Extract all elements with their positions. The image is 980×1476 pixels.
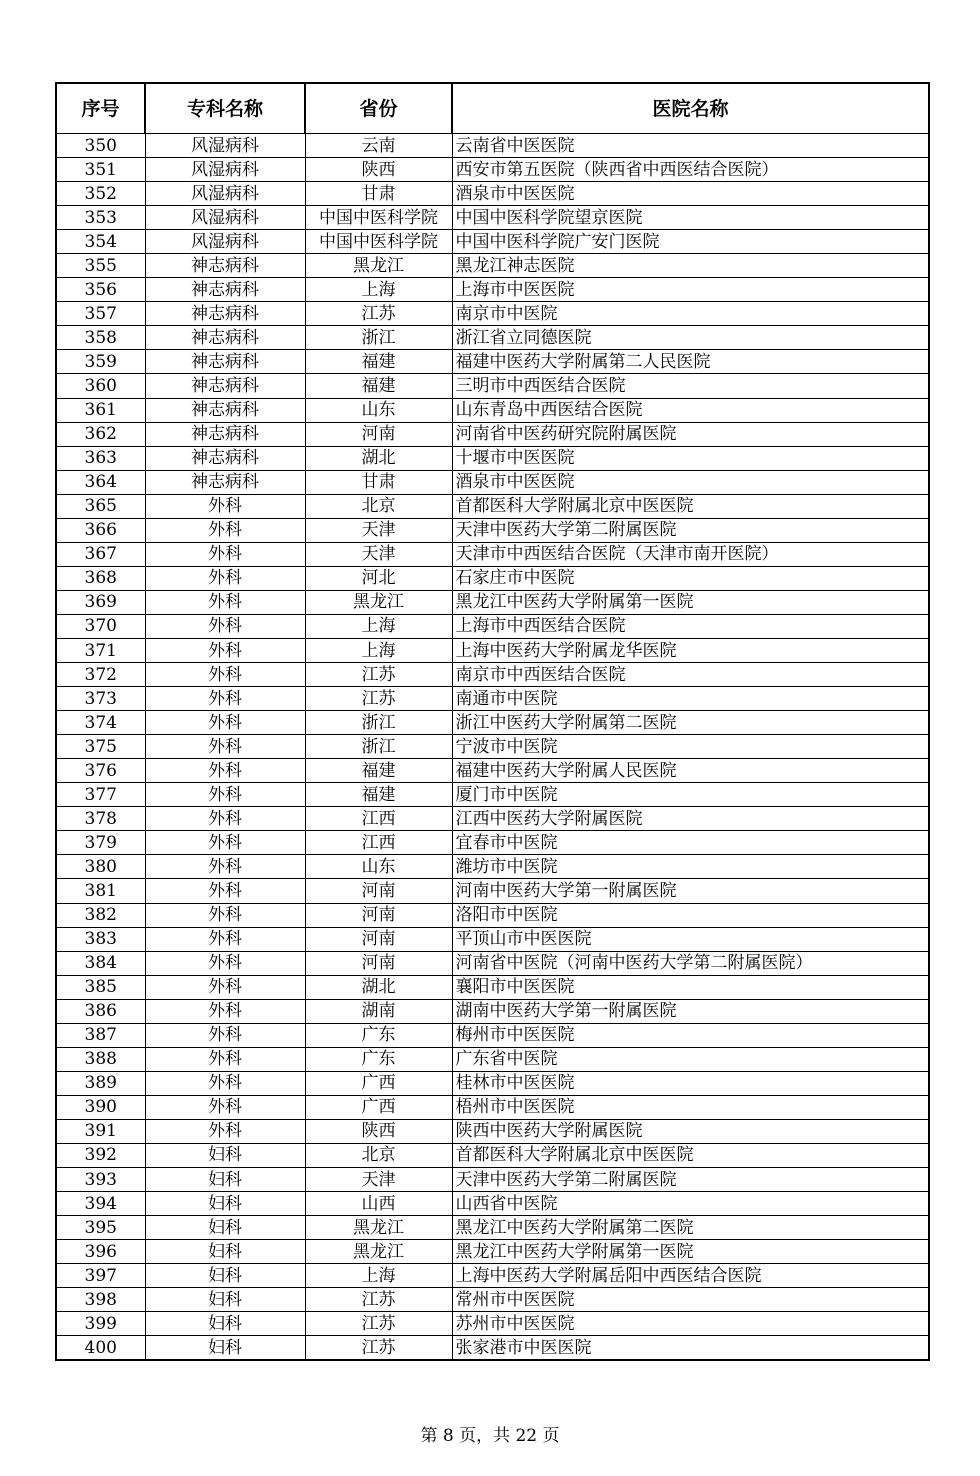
hospital-cell: 河南省中医药研究院附属医院: [452, 422, 929, 446]
specialty-cell: 妇科: [145, 1216, 305, 1240]
table-row: [56, 807, 929, 831]
province-cell: 河北: [305, 566, 452, 590]
seq-cell: 384: [56, 951, 145, 975]
province-cell: 甘肃: [305, 182, 452, 206]
province-cell: 福建: [305, 783, 452, 807]
hospital-cell: 厦门市中医院: [452, 783, 929, 807]
province-cell: 湖北: [305, 975, 452, 999]
header-specialty: 专科名称: [145, 83, 305, 134]
province-cell: 黑龙江: [305, 254, 452, 278]
specialty-cell: 外科: [145, 711, 305, 735]
seq-cell: 379: [56, 831, 145, 855]
specialty-cell: 妇科: [145, 1336, 305, 1361]
table-row: [56, 326, 929, 350]
specialty-cell: 外科: [145, 1071, 305, 1095]
hospital-cell: 湖南中医药大学第一附属医院: [452, 999, 929, 1023]
table-row: [56, 1288, 929, 1312]
seq-cell: 375: [56, 735, 145, 759]
table-row: [56, 999, 929, 1023]
hospital-cell: 南通市中医院: [452, 687, 929, 711]
seq-cell: 392: [56, 1143, 145, 1167]
specialty-cell: 妇科: [145, 1312, 305, 1336]
province-cell: 河南: [305, 879, 452, 903]
hospital-cell: 黑龙江中医药大学附属第一医院: [452, 590, 929, 614]
hospital-cell: 梧州市中医医院: [452, 1095, 929, 1119]
hospital-cell: 天津中医药大学第二附属医院: [452, 518, 929, 542]
province-cell: 中国中医科学院: [305, 206, 452, 230]
page-footer: 第 8 页，共 22 页: [420, 1426, 560, 1446]
province-cell: 浙江: [305, 711, 452, 735]
hospital-cell: 广东省中医院: [452, 1047, 929, 1071]
header-province: 省份: [305, 83, 452, 134]
seq-cell: 382: [56, 903, 145, 927]
table-row: [56, 1336, 929, 1361]
province-cell: 福建: [305, 759, 452, 783]
province-cell: 江苏: [305, 1312, 452, 1336]
province-cell: 浙江: [305, 326, 452, 350]
hospital-cell: 南京市中西医结合医院: [452, 663, 929, 687]
hospital-cell: 张家港市中医医院: [452, 1336, 929, 1361]
hospital-cell: 潍坊市中医院: [452, 855, 929, 879]
table-row: [56, 1240, 929, 1264]
specialty-cell: 外科: [145, 590, 305, 614]
hospital-cell: 常州市中医医院: [452, 1288, 929, 1312]
table-row: [56, 302, 929, 326]
hospital-cell: 山西省中医院: [452, 1192, 929, 1216]
table-row: [56, 1192, 929, 1216]
specialty-cell: 外科: [145, 879, 305, 903]
hospital-cell: 洛阳市中医院: [452, 903, 929, 927]
table-row: [56, 638, 929, 662]
table-row: [56, 182, 929, 206]
seq-cell: 354: [56, 230, 145, 254]
hospital-cell: 黑龙江神志医院: [452, 254, 929, 278]
table-row: [56, 1119, 929, 1143]
hospital-cell: 河南省中医院（河南中医药大学第二附属医院）: [452, 951, 929, 975]
seq-cell: 355: [56, 254, 145, 278]
seq-cell: 381: [56, 879, 145, 903]
seq-cell: 400: [56, 1336, 145, 1361]
province-cell: 湖北: [305, 446, 452, 470]
table-row: [56, 1023, 929, 1047]
specialty-cell: 神志病科: [145, 302, 305, 326]
table-row: [56, 1168, 929, 1192]
table-row: [56, 614, 929, 638]
specialty-cell: 外科: [145, 687, 305, 711]
province-cell: 江西: [305, 831, 452, 855]
seq-cell: 371: [56, 638, 145, 662]
province-cell: 河南: [305, 903, 452, 927]
seq-cell: 393: [56, 1168, 145, 1192]
province-cell: 江苏: [305, 1336, 452, 1361]
province-cell: 黑龙江: [305, 590, 452, 614]
seq-cell: 388: [56, 1047, 145, 1071]
hospital-cell: 江西中医药大学附属医院: [452, 807, 929, 831]
specialty-cell: 外科: [145, 614, 305, 638]
seq-cell: 383: [56, 927, 145, 951]
header-hospital: 医院名称: [452, 83, 929, 134]
province-cell: 上海: [305, 278, 452, 302]
hospital-cell: 云南省中医医院: [452, 134, 929, 158]
seq-cell: 386: [56, 999, 145, 1023]
table-row: [56, 134, 929, 158]
province-cell: 江苏: [305, 1288, 452, 1312]
specialty-cell: 神志病科: [145, 278, 305, 302]
specialty-cell: 外科: [145, 831, 305, 855]
table-row: [56, 711, 929, 735]
hospital-cell: 天津市中西医结合医院（天津市南开医院）: [452, 542, 929, 566]
hospital-cell: 黑龙江中医药大学附属第二医院: [452, 1216, 929, 1240]
seq-cell: 361: [56, 398, 145, 422]
seq-cell: 351: [56, 158, 145, 182]
specialty-cell: 妇科: [145, 1143, 305, 1167]
table-row: [56, 1216, 929, 1240]
table-row: [56, 206, 929, 230]
table-row: [56, 1047, 929, 1071]
table-row: [56, 350, 929, 374]
hospital-cell: 梅州市中医医院: [452, 1023, 929, 1047]
hospital-cell: 福建中医药大学附属人民医院: [452, 759, 929, 783]
province-cell: 陕西: [305, 158, 452, 182]
hospital-cell: 西安市第五医院（陕西省中西医结合医院）: [452, 158, 929, 182]
specialty-cell: 外科: [145, 975, 305, 999]
hospital-cell: 平顶山市中医医院: [452, 927, 929, 951]
specialty-cell: 外科: [145, 1095, 305, 1119]
hospital-cell: 福建中医药大学附属第二人民医院: [452, 350, 929, 374]
table-row: [56, 566, 929, 590]
table-row: [56, 927, 929, 951]
seq-cell: 350: [56, 134, 145, 158]
seq-cell: 387: [56, 1023, 145, 1047]
hospital-cell: 上海中医药大学附属岳阳中西医结合医院: [452, 1264, 929, 1288]
province-cell: 北京: [305, 494, 452, 518]
table-row: [56, 278, 929, 302]
hospital-cell: 苏州市中医医院: [452, 1312, 929, 1336]
seq-cell: 373: [56, 687, 145, 711]
province-cell: 河南: [305, 927, 452, 951]
province-cell: 陕西: [305, 1119, 452, 1143]
table-row: [56, 590, 929, 614]
seq-cell: 378: [56, 807, 145, 831]
seq-cell: 399: [56, 1312, 145, 1336]
hospital-cell: 首都医科大学附属北京中医医院: [452, 1143, 929, 1167]
province-cell: 上海: [305, 614, 452, 638]
specialty-cell: 神志病科: [145, 422, 305, 446]
hospital-cell: 中国中医科学院广安门医院: [452, 230, 929, 254]
province-cell: 上海: [305, 1264, 452, 1288]
specialty-cell: 外科: [145, 1023, 305, 1047]
table-row: [56, 903, 929, 927]
specialty-cell: 外科: [145, 494, 305, 518]
province-cell: 河南: [305, 422, 452, 446]
province-cell: 江苏: [305, 302, 452, 326]
seq-cell: 368: [56, 566, 145, 590]
province-cell: 黑龙江: [305, 1216, 452, 1240]
province-cell: 广西: [305, 1095, 452, 1119]
specialty-cell: 妇科: [145, 1240, 305, 1264]
table-row: [56, 687, 929, 711]
hospital-cell: 酒泉市中医医院: [452, 182, 929, 206]
hospital-cell: 陕西中医药大学附属医院: [452, 1119, 929, 1143]
specialty-cell: 神志病科: [145, 398, 305, 422]
specialty-cell: 外科: [145, 566, 305, 590]
specialty-cell: 风湿病科: [145, 158, 305, 182]
specialty-cell: 神志病科: [145, 326, 305, 350]
seq-cell: 358: [56, 326, 145, 350]
specialty-cell: 神志病科: [145, 350, 305, 374]
table-row: [56, 542, 929, 566]
seq-cell: 391: [56, 1119, 145, 1143]
specialty-cell: 外科: [145, 638, 305, 662]
seq-cell: 389: [56, 1071, 145, 1095]
specialty-cell: 妇科: [145, 1168, 305, 1192]
specialty-cell: 风湿病科: [145, 134, 305, 158]
seq-cell: 397: [56, 1264, 145, 1288]
table-row: [56, 855, 929, 879]
seq-cell: 380: [56, 855, 145, 879]
seq-cell: 385: [56, 975, 145, 999]
seq-cell: 365: [56, 494, 145, 518]
table-row: [56, 783, 929, 807]
seq-cell: 377: [56, 783, 145, 807]
table-row: [56, 230, 929, 254]
province-cell: 广东: [305, 1023, 452, 1047]
table-row: [56, 422, 929, 446]
header-seq: 序号: [56, 83, 145, 134]
table-body: [56, 134, 929, 1361]
seq-cell: 360: [56, 374, 145, 398]
province-cell: 云南: [305, 134, 452, 158]
table-row: [56, 470, 929, 494]
table-row: [56, 1143, 929, 1167]
province-cell: 甘肃: [305, 470, 452, 494]
table-row: [56, 735, 929, 759]
hospital-cell: 浙江省立同德医院: [452, 326, 929, 350]
specialty-cell: 外科: [145, 927, 305, 951]
hospital-cell: 黑龙江中医药大学附属第一医院: [452, 1240, 929, 1264]
table-row: [56, 951, 929, 975]
specialty-cell: 外科: [145, 855, 305, 879]
seq-cell: 363: [56, 446, 145, 470]
province-cell: 河南: [305, 951, 452, 975]
hospital-table: [55, 82, 930, 1361]
table-row: [56, 1095, 929, 1119]
seq-cell: 396: [56, 1240, 145, 1264]
specialty-cell: 风湿病科: [145, 206, 305, 230]
seq-cell: 352: [56, 182, 145, 206]
seq-cell: 357: [56, 302, 145, 326]
province-cell: 中国中医科学院: [305, 230, 452, 254]
table-row: [56, 1264, 929, 1288]
hospital-cell: 酒泉市中医医院: [452, 470, 929, 494]
seq-cell: 376: [56, 759, 145, 783]
province-cell: 上海: [305, 638, 452, 662]
province-cell: 山东: [305, 398, 452, 422]
seq-cell: 366: [56, 518, 145, 542]
hospital-cell: 三明市中西医结合医院: [452, 374, 929, 398]
hospital-cell: 首都医科大学附属北京中医医院: [452, 494, 929, 518]
specialty-cell: 外科: [145, 542, 305, 566]
province-cell: 福建: [305, 374, 452, 398]
specialty-cell: 神志病科: [145, 374, 305, 398]
specialty-cell: 外科: [145, 1047, 305, 1071]
specialty-cell: 外科: [145, 1119, 305, 1143]
hospital-cell: 十堰市中医医院: [452, 446, 929, 470]
specialty-cell: 外科: [145, 951, 305, 975]
specialty-cell: 外科: [145, 663, 305, 687]
table-row: [56, 1071, 929, 1095]
hospital-cell: 上海市中西医结合医院: [452, 614, 929, 638]
hospital-cell: 山东青岛中西医结合医院: [452, 398, 929, 422]
hospital-cell: 宁波市中医院: [452, 735, 929, 759]
table-row: [56, 158, 929, 182]
table-row: [56, 254, 929, 278]
seq-cell: 362: [56, 422, 145, 446]
province-cell: 浙江: [305, 735, 452, 759]
seq-cell: 359: [56, 350, 145, 374]
seq-cell: 372: [56, 663, 145, 687]
hospital-cell: 上海中医药大学附属龙华医院: [452, 638, 929, 662]
specialty-cell: 外科: [145, 735, 305, 759]
seq-cell: 398: [56, 1288, 145, 1312]
seq-cell: 370: [56, 614, 145, 638]
specialty-cell: 外科: [145, 518, 305, 542]
specialty-cell: 外科: [145, 759, 305, 783]
specialty-cell: 外科: [145, 999, 305, 1023]
specialty-cell: 神志病科: [145, 446, 305, 470]
province-cell: 天津: [305, 1168, 452, 1192]
seq-cell: 356: [56, 278, 145, 302]
hospital-cell: 中国中医科学院望京医院: [452, 206, 929, 230]
province-cell: 江苏: [305, 687, 452, 711]
province-cell: 山东: [305, 855, 452, 879]
province-cell: 江西: [305, 807, 452, 831]
table-row: [56, 518, 929, 542]
province-cell: 广西: [305, 1071, 452, 1095]
table-row: [56, 446, 929, 470]
table-row: [56, 374, 929, 398]
table-row: [56, 831, 929, 855]
specialty-cell: 妇科: [145, 1192, 305, 1216]
seq-cell: 374: [56, 711, 145, 735]
specialty-cell: 风湿病科: [145, 182, 305, 206]
table-row: [56, 1312, 929, 1336]
hospital-cell: 天津中医药大学第二附属医院: [452, 1168, 929, 1192]
specialty-cell: 风湿病科: [145, 230, 305, 254]
province-cell: 广东: [305, 1047, 452, 1071]
table-header-row: [56, 83, 929, 134]
province-cell: 山西: [305, 1192, 452, 1216]
hospital-cell: 上海市中医医院: [452, 278, 929, 302]
hospital-cell: 襄阳市中医医院: [452, 975, 929, 999]
province-cell: 天津: [305, 542, 452, 566]
seq-cell: 364: [56, 470, 145, 494]
hospital-cell: 浙江中医药大学附属第二医院: [452, 711, 929, 735]
table-row: [56, 398, 929, 422]
table-row: [56, 975, 929, 999]
province-cell: 黑龙江: [305, 1240, 452, 1264]
table-row: [56, 663, 929, 687]
province-cell: 福建: [305, 350, 452, 374]
province-cell: 北京: [305, 1143, 452, 1167]
table-row: [56, 494, 929, 518]
hospital-cell: 南京市中医院: [452, 302, 929, 326]
hospital-cell: 宜春市中医院: [452, 831, 929, 855]
hospital-cell: 桂林市中医医院: [452, 1071, 929, 1095]
seq-cell: 395: [56, 1216, 145, 1240]
table-row: [56, 759, 929, 783]
specialty-cell: 妇科: [145, 1288, 305, 1312]
specialty-cell: 神志病科: [145, 254, 305, 278]
specialty-cell: 外科: [145, 903, 305, 927]
specialty-cell: 外科: [145, 783, 305, 807]
province-cell: 江苏: [305, 663, 452, 687]
table-row: [56, 879, 929, 903]
specialty-cell: 神志病科: [145, 470, 305, 494]
specialty-cell: 外科: [145, 807, 305, 831]
specialty-cell: 妇科: [145, 1264, 305, 1288]
seq-cell: 369: [56, 590, 145, 614]
hospital-cell: 石家庄市中医院: [452, 566, 929, 590]
province-cell: 天津: [305, 518, 452, 542]
seq-cell: 390: [56, 1095, 145, 1119]
seq-cell: 394: [56, 1192, 145, 1216]
seq-cell: 353: [56, 206, 145, 230]
seq-cell: 367: [56, 542, 145, 566]
province-cell: 湖南: [305, 999, 452, 1023]
hospital-cell: 河南中医药大学第一附属医院: [452, 879, 929, 903]
